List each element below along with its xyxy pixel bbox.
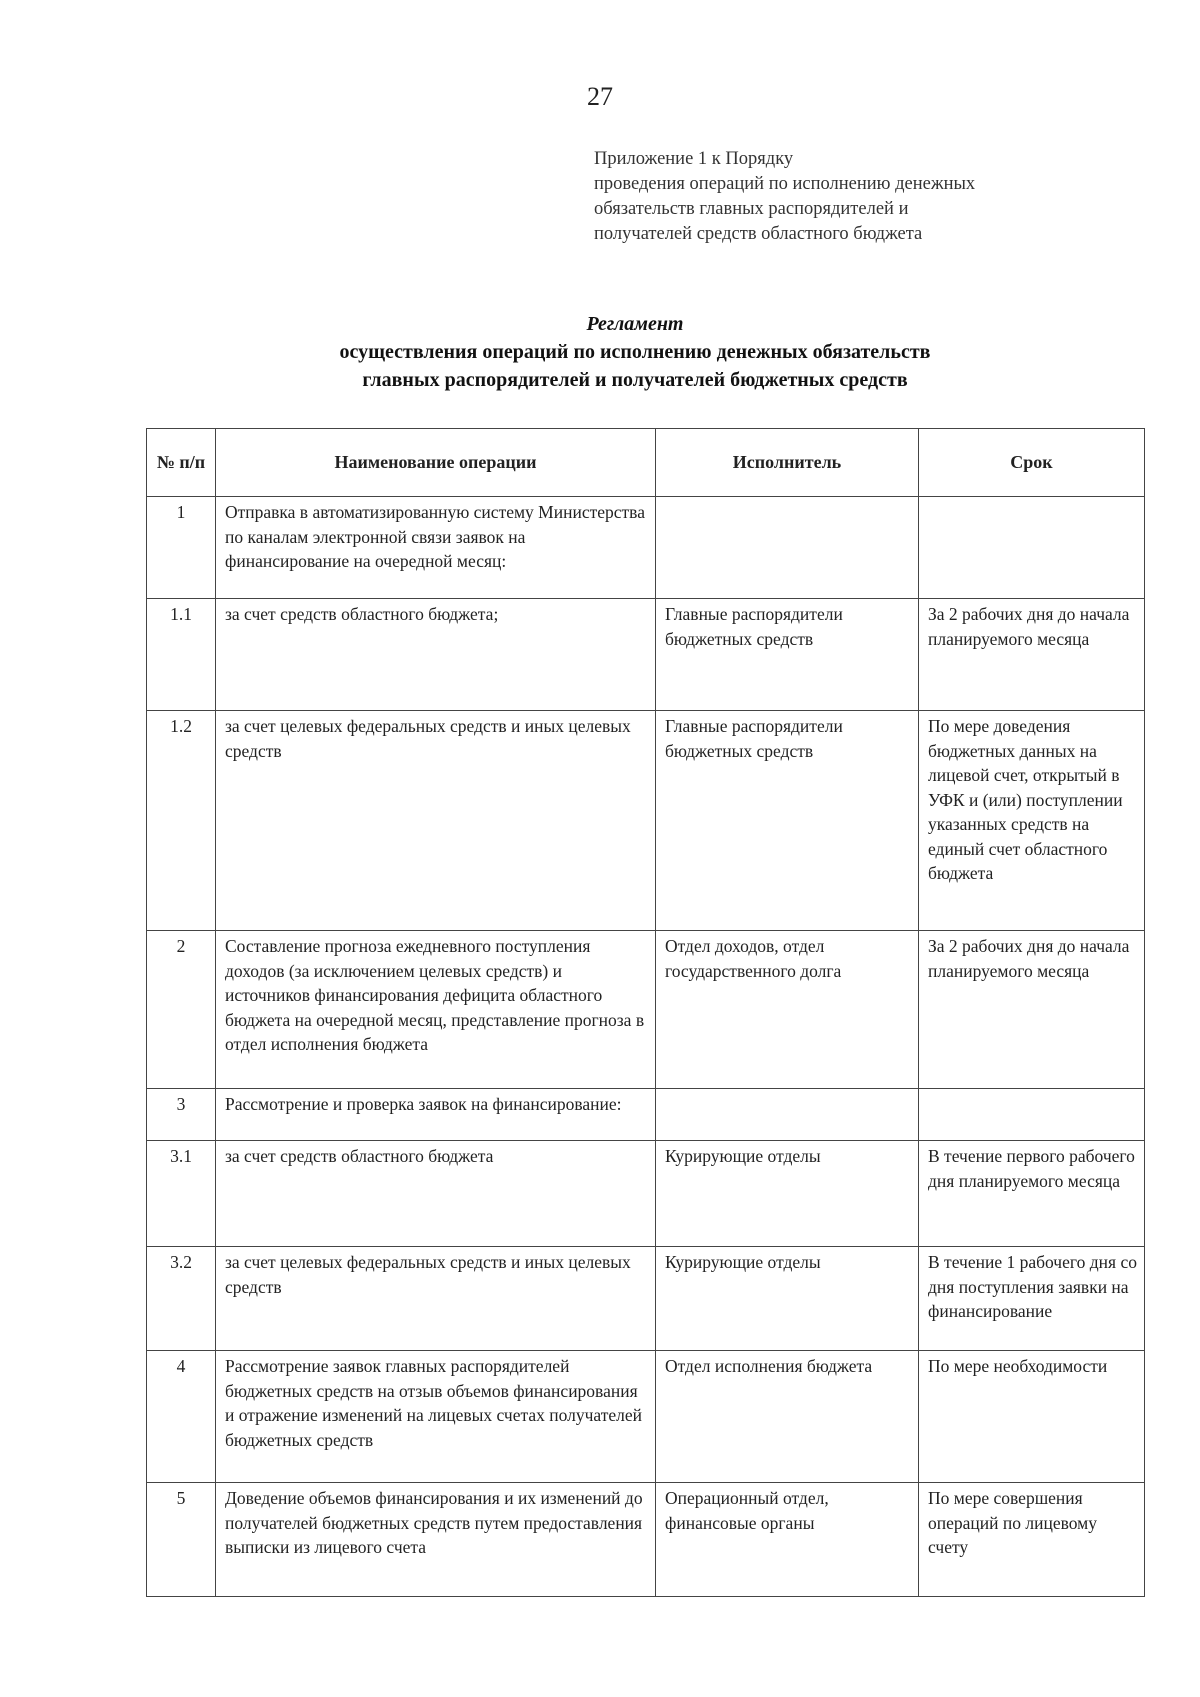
document-title (0, 310, 1200, 394)
row-deadline: По мере совершения операций по лицевому счету (919, 1483, 1145, 1597)
row-operation: за счет средств областного бюджета; (216, 599, 656, 711)
row-executor: Главные распорядители бюджетных средств (656, 599, 919, 711)
row-num: 5 (147, 1483, 216, 1597)
row-num: 1.2 (147, 711, 216, 931)
page-number: 27 (587, 82, 613, 111)
title-main: Регламент (586, 313, 684, 335)
appendix-line: проведения операций по исполнению денежных (594, 174, 976, 194)
row-deadline: За 2 рабочих дня до начала планируемого месяца (919, 931, 1145, 1089)
row-num: 4 (147, 1351, 216, 1483)
table-row (147, 1141, 1145, 1247)
row-executor: Отдел доходов, отдел государственного долга (656, 931, 919, 1089)
row-executor (656, 1089, 919, 1141)
table-row (147, 1247, 1145, 1351)
row-deadline: По мере необходимости (919, 1351, 1145, 1483)
table-row (147, 497, 1145, 599)
row-deadline: В течение 1 рабочего дня со дня поступления заявки на финансирование (919, 1247, 1145, 1351)
appendix-line: получателей средств областного бюджета (594, 224, 923, 244)
row-num: 3.1 (147, 1141, 216, 1247)
row-executor: Операционный отдел, финансовые органы (656, 1483, 919, 1597)
row-operation: за счет средств областного бюджета (216, 1141, 656, 1247)
table-row (147, 711, 1145, 931)
row-operation: Рассмотрение и проверка заявок на финансирование: (216, 1089, 656, 1141)
row-operation: Доведение объемов финансирования и их изменений до получателей бюджетных средств путем предоставления выписки из лицевого счета (216, 1483, 656, 1597)
row-executor: Отдел исполнения бюджета (656, 1351, 919, 1483)
appendix-note (594, 147, 975, 247)
header-executor: Исполнитель (656, 429, 919, 497)
row-executor: Курирующие отделы (656, 1141, 919, 1247)
row-executor: Курирующие отделы (656, 1247, 919, 1351)
appendix-line: обязательств главных распорядителей и (594, 199, 909, 219)
row-deadline: За 2 рабочих дня до начала планируемого месяца (919, 599, 1145, 711)
regulation-table (146, 428, 1145, 1597)
row-deadline (919, 1089, 1145, 1141)
appendix-line: Приложение 1 к Порядку (594, 149, 794, 169)
row-operation: за счет целевых федеральных средств и иных целевых средств (216, 711, 656, 931)
title-line: главных распорядителей и получателей бюджетных средств (362, 369, 908, 391)
table-row (147, 931, 1145, 1089)
table-header-row (147, 429, 1145, 497)
row-operation: Рассмотрение заявок главных распорядителей бюджетных средств на отзыв объемов финансирования и отражение изменений на лицевых счетах получателей бюджетных средств (216, 1351, 656, 1483)
header-deadline: Срок (919, 429, 1145, 497)
row-deadline (919, 497, 1145, 599)
row-operation: Отправка в автоматизированную систему Министерства по каналам электронной связи заявок на финансирование на очередной месяц: (216, 497, 656, 599)
row-operation: за счет целевых федеральных средств и иных целевых средств (216, 1247, 656, 1351)
header-num: № п/п (147, 429, 216, 497)
row-num: 2 (147, 931, 216, 1089)
table-row (147, 1483, 1145, 1597)
row-deadline: По мере доведения бюджетных данных на лицевой счет, открытый в УФК и (или) поступлении указанных средств на единый счет областного бюджета (919, 711, 1145, 931)
title-line: осуществления операций по исполнению денежных обязательств (339, 341, 931, 363)
row-num: 3 (147, 1089, 216, 1141)
row-executor: Главные распорядители бюджетных средств (656, 711, 919, 931)
header-operation: Наименование операции (216, 429, 656, 497)
table-row (147, 1089, 1145, 1141)
table-row (147, 599, 1145, 711)
row-num: 1 (147, 497, 216, 599)
row-executor (656, 497, 919, 599)
row-num: 3.2 (147, 1247, 216, 1351)
row-deadline: В течение первого рабочего дня планируемого месяца (919, 1141, 1145, 1247)
row-num: 1.1 (147, 599, 216, 711)
table-row (147, 1351, 1145, 1483)
row-operation: Составление прогноза ежедневного поступления доходов (за исключением целевых средств) и источников финансирования дефицита областного бюджета на очередной месяц, представление прогноза в отдел исполнения бюджета (216, 931, 656, 1089)
